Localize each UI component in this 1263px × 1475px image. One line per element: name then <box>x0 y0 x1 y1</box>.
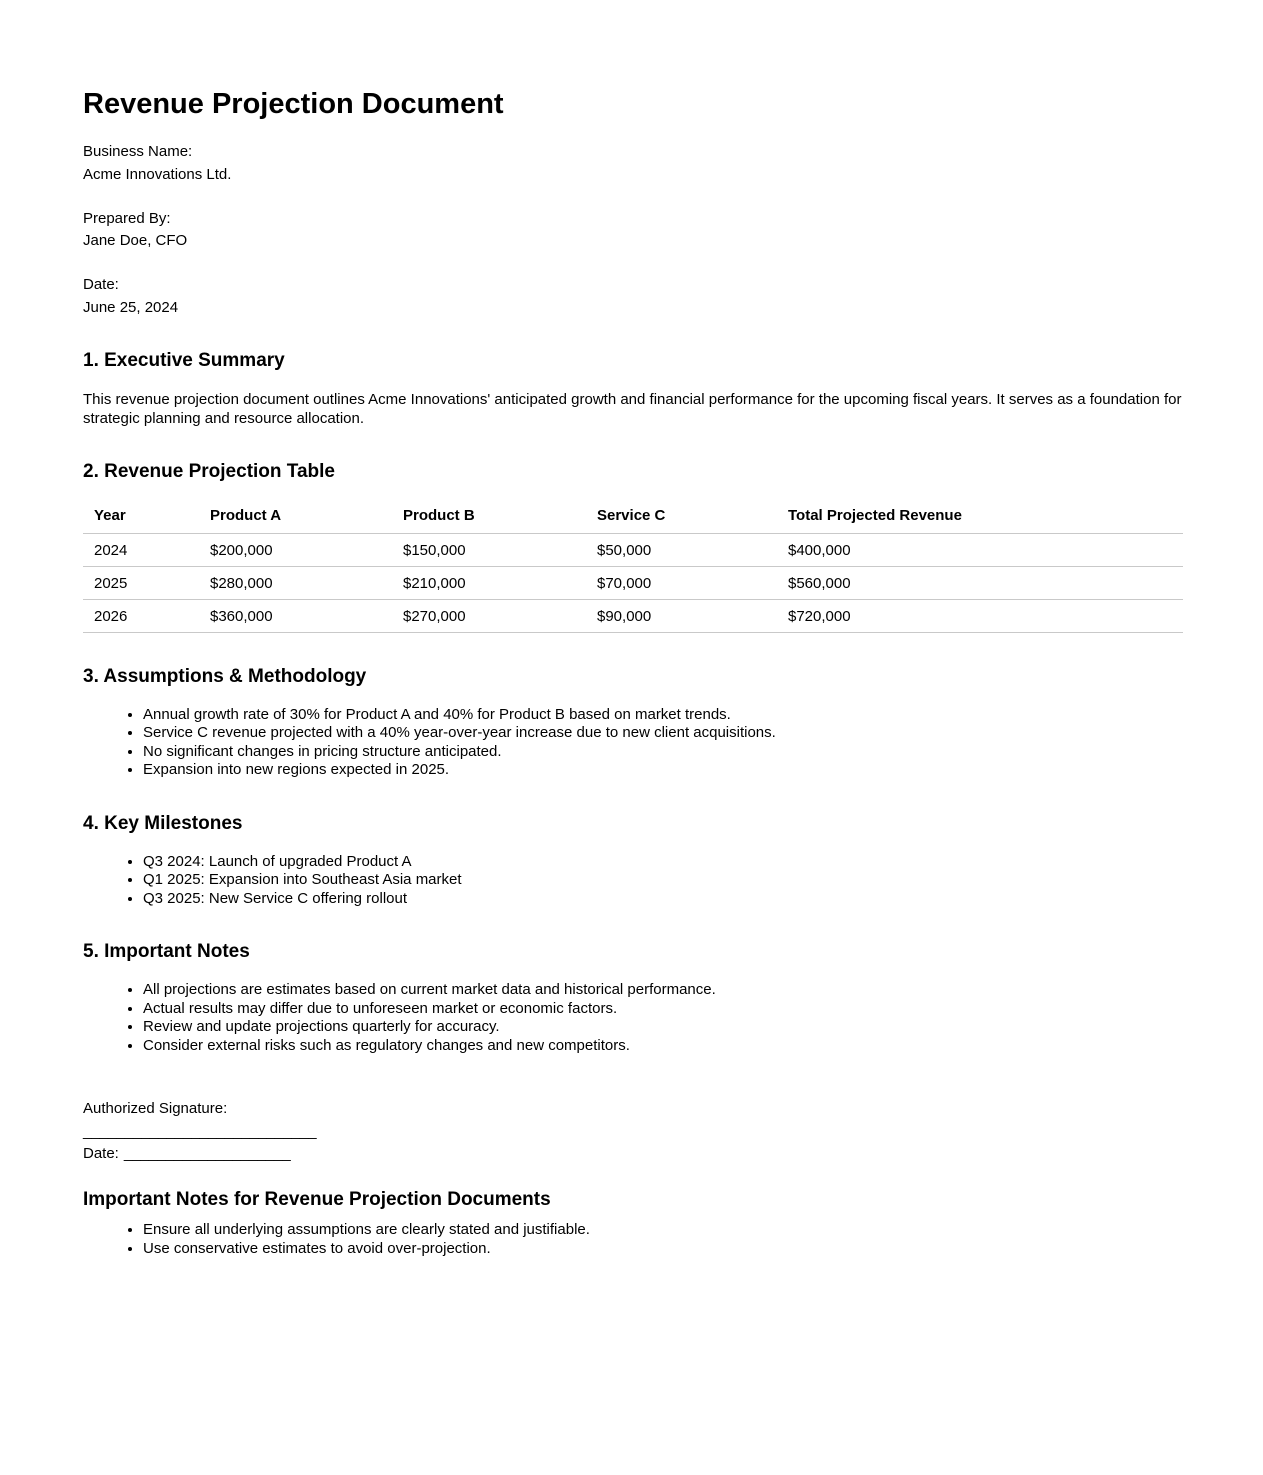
table-cell: 2026 <box>83 599 199 632</box>
list-item: • Review and update projections quarterly for accuracy. <box>143 1018 1183 1037</box>
table-row <box>83 599 1183 632</box>
table-column-header: Total Projected Revenue <box>777 501 1183 534</box>
assumptions-list <box>83 706 1183 780</box>
signature-block <box>83 1099 1183 1163</box>
table-cell: $720,000 <box>777 599 1183 632</box>
table-row <box>83 566 1183 599</box>
list-item: • Q3 2025: New Service C offering rollout <box>143 890 1183 909</box>
table-cell: $400,000 <box>777 533 1183 566</box>
table-column-header: Product A <box>199 501 392 534</box>
list-item: • Q3 2024: Launch of upgraded Product A <box>143 853 1183 872</box>
prepared-by-value: Jane Doe, CFO <box>83 232 188 249</box>
signature-line: ____________________________ <box>83 1122 317 1140</box>
milestones-list <box>83 853 1183 909</box>
business-name-group <box>83 142 1183 184</box>
executive-summary-heading: 1. Executive Summary <box>83 349 285 371</box>
revenue-projection-table <box>83 501 1183 633</box>
prepared-by-group <box>83 209 1183 251</box>
list-item: • Q1 2025: Expansion into Southeast Asia market <box>143 871 1183 890</box>
table-cell: $270,000 <box>392 599 586 632</box>
list-item: • Service C revenue projected with a 40% year-over-year increase due to new client acquisitions. <box>143 724 1183 743</box>
footer-notes-heading: Important Notes for Revenue Projection Documents <box>83 1189 551 1210</box>
revenue-table-body <box>83 533 1183 632</box>
table-cell: $70,000 <box>586 566 777 599</box>
list-item: • No significant changes in pricing structure anticipated. <box>143 743 1183 762</box>
business-name-value: Acme Innovations Ltd. <box>83 165 232 183</box>
executive-summary-text: This revenue projection document outlines Acme Innovations' anticipated growth and financial performance for the upcoming fiscal years. It serves as a foundation for strategic planning and resource allocation. <box>83 390 1182 427</box>
table-cell: 2025 <box>83 566 199 599</box>
table-cell: $90,000 <box>586 599 777 632</box>
list-item: • Actual results may differ due to unforeseen market or economic factors. <box>143 1000 1183 1019</box>
document-title: Revenue Projection Document <box>83 88 504 120</box>
list-item: • Consider external risks such as regulatory changes and new competitors. <box>143 1037 1183 1056</box>
signature-date-label: Date: <box>83 1145 119 1162</box>
list-item: • Annual growth rate of 30% for Product A and 40% for Product B based on market trends. <box>143 706 1183 725</box>
list-item: • Use conservative estimates to avoid over-projection. <box>143 1240 1183 1259</box>
signature-date-row <box>83 1144 1183 1163</box>
table-cell: 2024 <box>83 533 199 566</box>
table-cell: $200,000 <box>199 533 392 566</box>
table-row <box>83 533 1183 566</box>
table-cell: $150,000 <box>392 533 586 566</box>
table-column-header: Product B <box>392 501 586 534</box>
date-group <box>83 275 1183 317</box>
revenue-table-heading: 2. Revenue Projection Table <box>83 460 336 482</box>
table-cell: $50,000 <box>586 533 777 566</box>
table-cell: $360,000 <box>199 599 392 632</box>
signature-date-line: ____________________ <box>123 1145 291 1162</box>
list-item: • All projections are estimates based on current market data and historical performance. <box>143 981 1183 1000</box>
table-cell: $560,000 <box>777 566 1183 599</box>
revenue-table-header-row <box>83 501 1183 534</box>
table-cell: $210,000 <box>392 566 586 599</box>
authorized-signature-label: Authorized Signature: <box>83 1100 228 1117</box>
date-label: Date: <box>83 276 119 293</box>
prepared-by-label: Prepared By: <box>83 209 171 227</box>
revenue-table-head <box>83 501 1183 534</box>
table-cell: $280,000 <box>199 566 392 599</box>
business-name-label: Business Name: <box>83 143 193 160</box>
date-value: June 25, 2024 <box>83 298 179 316</box>
table-column-header: Year <box>83 501 199 534</box>
list-item: • Ensure all underlying assumptions are clearly stated and justifiable. <box>143 1221 1183 1240</box>
important-notes-heading: 5. Important Notes <box>83 941 250 962</box>
footer-notes-list <box>83 1221 1183 1258</box>
milestones-heading: 4. Key Milestones <box>83 812 243 834</box>
table-column-header: Service C <box>586 501 777 534</box>
assumptions-heading: 3. Assumptions & Methodology <box>83 665 367 687</box>
important-notes-list <box>83 981 1183 1055</box>
list-item: • Expansion into new regions expected in 2025. <box>143 761 1183 780</box>
